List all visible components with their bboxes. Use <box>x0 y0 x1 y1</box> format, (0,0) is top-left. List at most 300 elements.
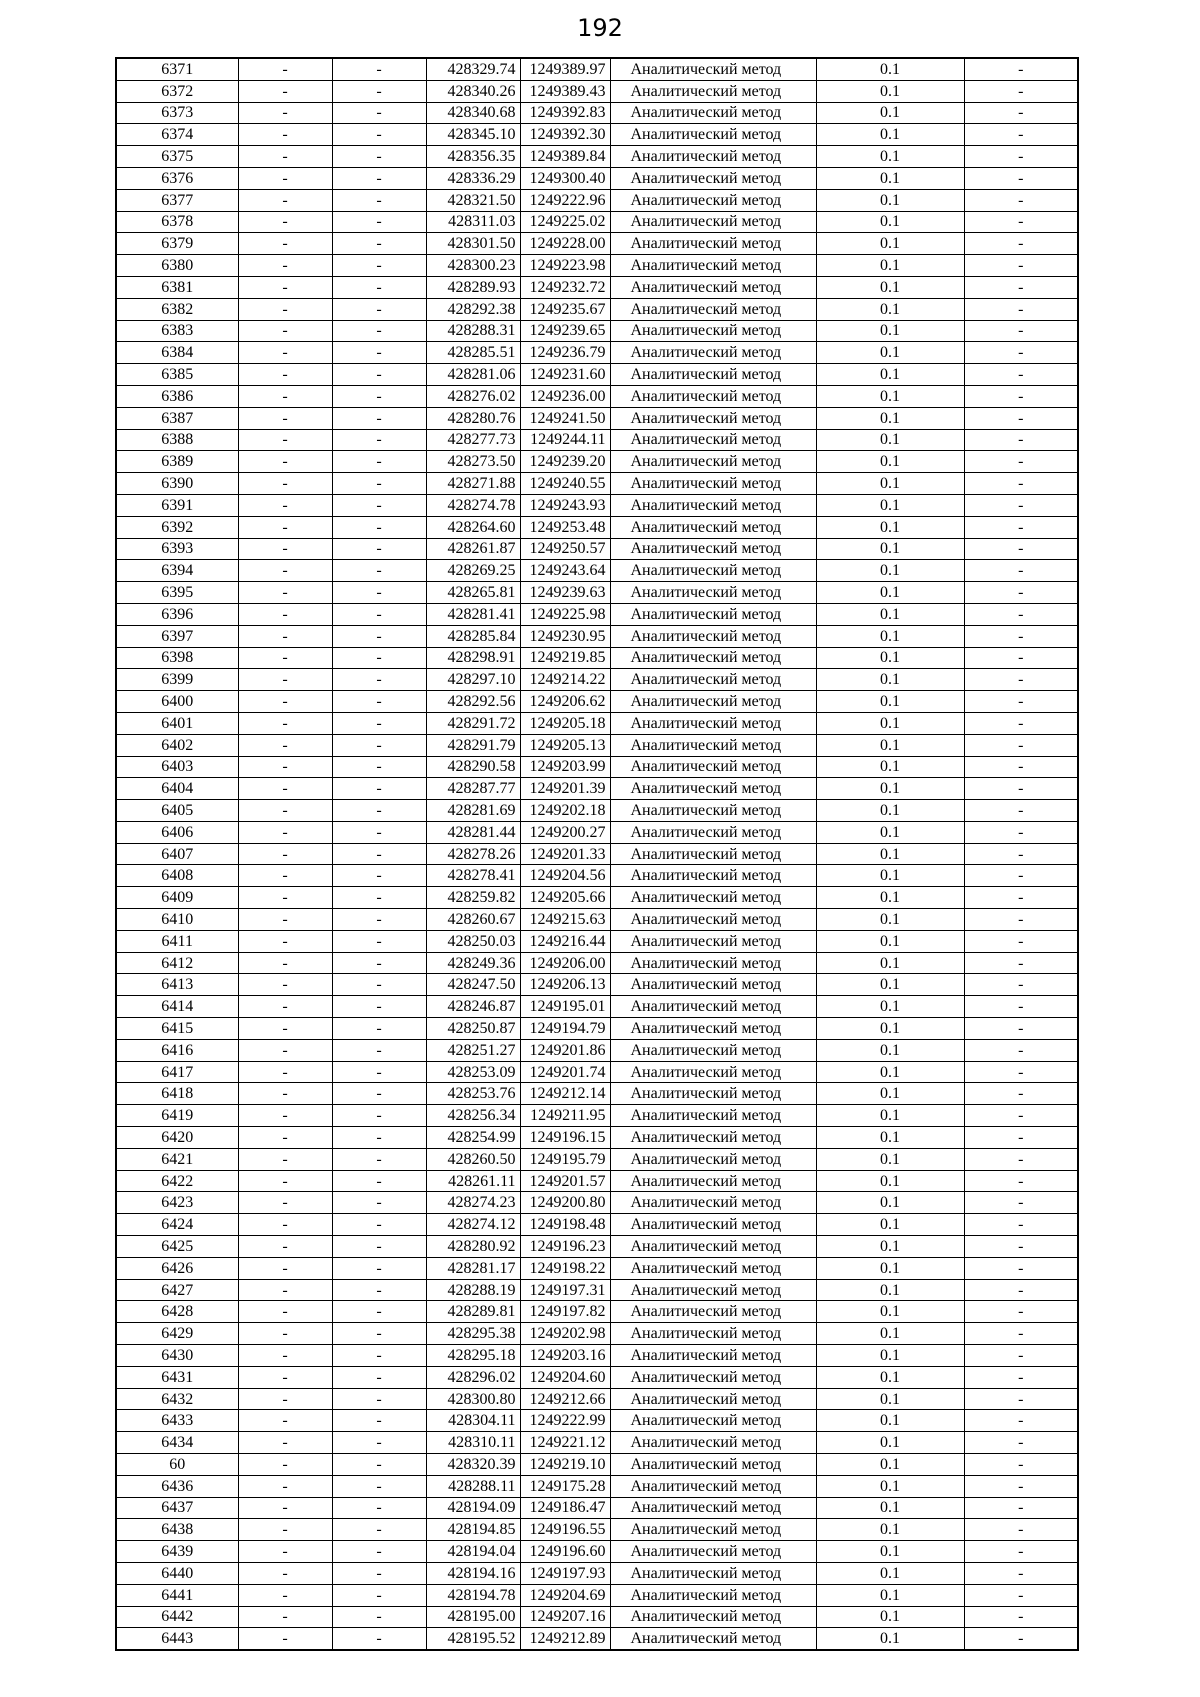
table-row <box>116 1454 1078 1476</box>
method-cell: Аналитический метод <box>610 582 816 604</box>
dash-cell-1: - <box>238 843 332 865</box>
dash-cell-1: - <box>238 102 332 124</box>
y-coordinate-cell: 1249250.57 <box>520 538 610 560</box>
dash-cell-2: - <box>332 1345 426 1367</box>
table-row <box>116 1628 1078 1650</box>
accuracy-cell: 0.1 <box>816 429 964 451</box>
table-row <box>116 756 1078 778</box>
y-coordinate-cell: 1249198.48 <box>520 1214 610 1236</box>
table-row <box>116 1345 1078 1367</box>
y-coordinate-cell: 1249219.10 <box>520 1454 610 1476</box>
dash-cell-3: - <box>964 821 1078 843</box>
x-coordinate-cell: 428247.50 <box>426 974 520 996</box>
method-cell: Аналитический метод <box>610 843 816 865</box>
table-row <box>116 734 1078 756</box>
x-coordinate-cell: 428280.76 <box>426 407 520 429</box>
dash-cell-1: - <box>238 124 332 146</box>
dash-cell-3: - <box>964 1214 1078 1236</box>
accuracy-cell: 0.1 <box>816 952 964 974</box>
table-row <box>116 1018 1078 1040</box>
y-coordinate-cell: 1249201.74 <box>520 1061 610 1083</box>
y-coordinate-cell: 1249392.83 <box>520 102 610 124</box>
accuracy-cell: 0.1 <box>816 691 964 713</box>
point-number-cell: 6411 <box>116 930 238 952</box>
method-cell: Аналитический метод <box>610 1345 816 1367</box>
dash-cell-3: - <box>964 320 1078 342</box>
point-number-cell: 6431 <box>116 1366 238 1388</box>
accuracy-cell: 0.1 <box>816 1083 964 1105</box>
dash-cell-1: - <box>238 647 332 669</box>
dash-cell-3: - <box>964 1454 1078 1476</box>
y-coordinate-cell: 1249214.22 <box>520 669 610 691</box>
table-row <box>116 407 1078 429</box>
method-cell: Аналитический метод <box>610 1541 816 1563</box>
point-number-cell: 6415 <box>116 1018 238 1040</box>
dash-cell-1: - <box>238 1410 332 1432</box>
x-coordinate-cell: 428195.52 <box>426 1628 520 1650</box>
x-coordinate-cell: 428246.87 <box>426 996 520 1018</box>
dash-cell-3: - <box>964 298 1078 320</box>
y-coordinate-cell: 1249205.66 <box>520 887 610 909</box>
dash-cell-2: - <box>332 58 426 80</box>
point-number-cell: 6441 <box>116 1584 238 1606</box>
accuracy-cell: 0.1 <box>816 255 964 277</box>
dash-cell-3: - <box>964 1018 1078 1040</box>
point-number-cell: 6436 <box>116 1475 238 1497</box>
table-row <box>116 1323 1078 1345</box>
dash-cell-3: - <box>964 146 1078 168</box>
dash-cell-2: - <box>332 1105 426 1127</box>
accuracy-cell: 0.1 <box>816 1497 964 1519</box>
accuracy-cell: 0.1 <box>816 167 964 189</box>
y-coordinate-cell: 1249197.31 <box>520 1279 610 1301</box>
dash-cell-2: - <box>332 1366 426 1388</box>
y-coordinate-cell: 1249222.96 <box>520 189 610 211</box>
method-cell: Аналитический метод <box>610 320 816 342</box>
x-coordinate-cell: 428259.82 <box>426 887 520 909</box>
dash-cell-2: - <box>332 952 426 974</box>
dash-cell-2: - <box>332 538 426 560</box>
y-coordinate-cell: 1249201.57 <box>520 1170 610 1192</box>
y-coordinate-cell: 1249201.33 <box>520 843 610 865</box>
table-row <box>116 821 1078 843</box>
dash-cell-1: - <box>238 80 332 102</box>
point-number-cell: 6434 <box>116 1432 238 1454</box>
table-row <box>116 691 1078 713</box>
dash-cell-2: - <box>332 276 426 298</box>
table-row <box>116 255 1078 277</box>
method-cell: Аналитический метод <box>610 1519 816 1541</box>
x-coordinate-cell: 428340.68 <box>426 102 520 124</box>
point-number-cell: 6376 <box>116 167 238 189</box>
dash-cell-2: - <box>332 320 426 342</box>
dash-cell-3: - <box>964 1366 1078 1388</box>
dash-cell-3: - <box>964 1541 1078 1563</box>
method-cell: Аналитический метод <box>610 1214 816 1236</box>
dash-cell-3: - <box>964 1105 1078 1127</box>
dash-cell-1: - <box>238 734 332 756</box>
y-coordinate-cell: 1249212.66 <box>520 1388 610 1410</box>
dash-cell-1: - <box>238 1039 332 1061</box>
accuracy-cell: 0.1 <box>816 320 964 342</box>
x-coordinate-cell: 428289.81 <box>426 1301 520 1323</box>
dash-cell-3: - <box>964 1432 1078 1454</box>
method-cell: Аналитический метод <box>610 146 816 168</box>
dash-cell-3: - <box>964 1039 1078 1061</box>
dash-cell-1: - <box>238 429 332 451</box>
y-coordinate-cell: 1249239.63 <box>520 582 610 604</box>
dash-cell-1: - <box>238 167 332 189</box>
dash-cell-1: - <box>238 473 332 495</box>
accuracy-cell: 0.1 <box>816 385 964 407</box>
method-cell: Аналитический метод <box>610 974 816 996</box>
y-coordinate-cell: 1249204.56 <box>520 865 610 887</box>
method-cell: Аналитический метод <box>610 1105 816 1127</box>
accuracy-cell: 0.1 <box>816 1148 964 1170</box>
method-cell: Аналитический метод <box>610 691 816 713</box>
y-coordinate-cell: 1249225.02 <box>520 211 610 233</box>
dash-cell-2: - <box>332 778 426 800</box>
dash-cell-1: - <box>238 756 332 778</box>
point-number-cell: 6385 <box>116 364 238 386</box>
point-number-cell: 6400 <box>116 691 238 713</box>
accuracy-cell: 0.1 <box>816 582 964 604</box>
x-coordinate-cell: 428296.02 <box>426 1366 520 1388</box>
dash-cell-2: - <box>332 887 426 909</box>
method-cell: Аналитический метод <box>610 1170 816 1192</box>
point-number-cell: 6410 <box>116 909 238 931</box>
dash-cell-3: - <box>964 778 1078 800</box>
y-coordinate-cell: 1249244.11 <box>520 429 610 451</box>
dash-cell-3: - <box>964 930 1078 952</box>
y-coordinate-cell: 1249239.20 <box>520 451 610 473</box>
table-row <box>116 211 1078 233</box>
table-row <box>116 451 1078 473</box>
y-coordinate-cell: 1249200.27 <box>520 821 610 843</box>
table-row <box>116 712 1078 734</box>
method-cell: Аналитический метод <box>610 1257 816 1279</box>
method-cell: Аналитический метод <box>610 669 816 691</box>
x-coordinate-cell: 428253.76 <box>426 1083 520 1105</box>
y-coordinate-cell: 1249389.97 <box>520 58 610 80</box>
x-coordinate-cell: 428285.51 <box>426 342 520 364</box>
accuracy-cell: 0.1 <box>816 669 964 691</box>
y-coordinate-cell: 1249198.22 <box>520 1257 610 1279</box>
dash-cell-2: - <box>332 80 426 102</box>
accuracy-cell: 0.1 <box>816 1039 964 1061</box>
table-row <box>116 189 1078 211</box>
point-number-cell: 6380 <box>116 255 238 277</box>
dash-cell-1: - <box>238 712 332 734</box>
dash-cell-2: - <box>332 843 426 865</box>
point-number-cell: 6413 <box>116 974 238 996</box>
dash-cell-3: - <box>964 1257 1078 1279</box>
dash-cell-2: - <box>332 429 426 451</box>
y-coordinate-cell: 1249222.99 <box>520 1410 610 1432</box>
y-coordinate-cell: 1249243.93 <box>520 494 610 516</box>
y-coordinate-cell: 1249202.18 <box>520 800 610 822</box>
point-number-cell: 6417 <box>116 1061 238 1083</box>
method-cell: Аналитический метод <box>610 778 816 800</box>
method-cell: Аналитический метод <box>610 1192 816 1214</box>
dash-cell-2: - <box>332 211 426 233</box>
method-cell: Аналитический метод <box>610 167 816 189</box>
table-row <box>116 1127 1078 1149</box>
method-cell: Аналитический метод <box>610 233 816 255</box>
dash-cell-3: - <box>964 1519 1078 1541</box>
dash-cell-2: - <box>332 1279 426 1301</box>
dash-cell-2: - <box>332 1562 426 1584</box>
x-coordinate-cell: 428277.73 <box>426 429 520 451</box>
point-number-cell: 6405 <box>116 800 238 822</box>
table-body <box>116 58 1078 1650</box>
point-number-cell: 6393 <box>116 538 238 560</box>
dash-cell-1: - <box>238 1541 332 1563</box>
accuracy-cell: 0.1 <box>816 647 964 669</box>
x-coordinate-cell: 428249.36 <box>426 952 520 974</box>
y-coordinate-cell: 1249186.47 <box>520 1497 610 1519</box>
accuracy-cell: 0.1 <box>816 1541 964 1563</box>
x-coordinate-cell: 428278.26 <box>426 843 520 865</box>
y-coordinate-cell: 1249204.69 <box>520 1584 610 1606</box>
dash-cell-2: - <box>332 364 426 386</box>
dash-cell-3: - <box>964 1170 1078 1192</box>
dash-cell-3: - <box>964 58 1078 80</box>
dash-cell-2: - <box>332 1323 426 1345</box>
table-row <box>116 1606 1078 1628</box>
table-row <box>116 385 1078 407</box>
dash-cell-1: - <box>238 582 332 604</box>
method-cell: Аналитический метод <box>610 1061 816 1083</box>
method-cell: Аналитический метод <box>610 255 816 277</box>
y-coordinate-cell: 1249212.89 <box>520 1628 610 1650</box>
x-coordinate-cell: 428278.41 <box>426 865 520 887</box>
method-cell: Аналитический метод <box>610 647 816 669</box>
accuracy-cell: 0.1 <box>816 1018 964 1040</box>
table-row <box>116 625 1078 647</box>
y-coordinate-cell: 1249196.55 <box>520 1519 610 1541</box>
dash-cell-2: - <box>332 1454 426 1476</box>
dash-cell-1: - <box>238 276 332 298</box>
point-number-cell: 6428 <box>116 1301 238 1323</box>
x-coordinate-cell: 428336.29 <box>426 167 520 189</box>
dash-cell-3: - <box>964 909 1078 931</box>
dash-cell-2: - <box>332 473 426 495</box>
x-coordinate-cell: 428292.38 <box>426 298 520 320</box>
x-coordinate-cell: 428261.11 <box>426 1170 520 1192</box>
dash-cell-2: - <box>332 1039 426 1061</box>
y-coordinate-cell: 1249215.63 <box>520 909 610 931</box>
accuracy-cell: 0.1 <box>816 1475 964 1497</box>
dash-cell-3: - <box>964 1497 1078 1519</box>
dash-cell-2: - <box>332 800 426 822</box>
point-number-cell: 6388 <box>116 429 238 451</box>
accuracy-cell: 0.1 <box>816 124 964 146</box>
dash-cell-1: - <box>238 887 332 909</box>
y-coordinate-cell: 1249212.14 <box>520 1083 610 1105</box>
point-number-cell: 6442 <box>116 1606 238 1628</box>
point-number-cell: 6390 <box>116 473 238 495</box>
y-coordinate-cell: 1249206.62 <box>520 691 610 713</box>
dash-cell-3: - <box>964 538 1078 560</box>
y-coordinate-cell: 1249223.98 <box>520 255 610 277</box>
dash-cell-2: - <box>332 909 426 931</box>
table-row <box>116 276 1078 298</box>
point-number-cell: 6402 <box>116 734 238 756</box>
x-coordinate-cell: 428194.85 <box>426 1519 520 1541</box>
dash-cell-2: - <box>332 996 426 1018</box>
point-number-cell: 6432 <box>116 1388 238 1410</box>
dash-cell-1: - <box>238 1606 332 1628</box>
dash-cell-3: - <box>964 342 1078 364</box>
method-cell: Аналитический метод <box>610 1562 816 1584</box>
x-coordinate-cell: 428320.39 <box>426 1454 520 1476</box>
dash-cell-1: - <box>238 1628 332 1650</box>
point-number-cell: 6423 <box>116 1192 238 1214</box>
table-row <box>116 1148 1078 1170</box>
accuracy-cell: 0.1 <box>816 1214 964 1236</box>
x-coordinate-cell: 428288.31 <box>426 320 520 342</box>
point-number-cell: 6381 <box>116 276 238 298</box>
dash-cell-1: - <box>238 691 332 713</box>
dash-cell-1: - <box>238 1497 332 1519</box>
x-coordinate-cell: 428194.09 <box>426 1497 520 1519</box>
dash-cell-2: - <box>332 1214 426 1236</box>
x-coordinate-cell: 428261.87 <box>426 538 520 560</box>
dash-cell-2: - <box>332 451 426 473</box>
y-coordinate-cell: 1249200.80 <box>520 1192 610 1214</box>
accuracy-cell: 0.1 <box>816 407 964 429</box>
method-cell: Аналитический метод <box>610 189 816 211</box>
accuracy-cell: 0.1 <box>816 712 964 734</box>
accuracy-cell: 0.1 <box>816 342 964 364</box>
table-row <box>116 1170 1078 1192</box>
dash-cell-2: - <box>332 603 426 625</box>
x-coordinate-cell: 428274.23 <box>426 1192 520 1214</box>
x-coordinate-cell: 428271.88 <box>426 473 520 495</box>
dash-cell-1: - <box>238 1257 332 1279</box>
accuracy-cell: 0.1 <box>816 364 964 386</box>
y-coordinate-cell: 1249236.00 <box>520 385 610 407</box>
x-coordinate-cell: 428285.84 <box>426 625 520 647</box>
method-cell: Аналитический метод <box>610 1584 816 1606</box>
point-number-cell: 6396 <box>116 603 238 625</box>
table-row <box>116 800 1078 822</box>
dash-cell-1: - <box>238 189 332 211</box>
dash-cell-2: - <box>332 233 426 255</box>
x-coordinate-cell: 428295.38 <box>426 1323 520 1345</box>
method-cell: Аналитический метод <box>610 1410 816 1432</box>
dash-cell-2: - <box>332 1410 426 1432</box>
y-coordinate-cell: 1249194.79 <box>520 1018 610 1040</box>
x-coordinate-cell: 428289.93 <box>426 276 520 298</box>
table-row <box>116 80 1078 102</box>
dash-cell-3: - <box>964 1475 1078 1497</box>
dash-cell-2: - <box>332 865 426 887</box>
method-cell: Аналитический метод <box>610 385 816 407</box>
accuracy-cell: 0.1 <box>816 80 964 102</box>
accuracy-cell: 0.1 <box>816 494 964 516</box>
accuracy-cell: 0.1 <box>816 102 964 124</box>
point-number-cell: 6412 <box>116 952 238 974</box>
x-coordinate-cell: 428274.78 <box>426 494 520 516</box>
accuracy-cell: 0.1 <box>816 1388 964 1410</box>
method-cell: Аналитический метод <box>610 996 816 1018</box>
dash-cell-2: - <box>332 1192 426 1214</box>
accuracy-cell: 0.1 <box>816 146 964 168</box>
method-cell: Аналитический метод <box>610 603 816 625</box>
dash-cell-3: - <box>964 1410 1078 1432</box>
dash-cell-2: - <box>332 1432 426 1454</box>
dash-cell-1: - <box>238 560 332 582</box>
dash-cell-2: - <box>332 1628 426 1650</box>
accuracy-cell: 0.1 <box>816 909 964 931</box>
table-row <box>116 102 1078 124</box>
x-coordinate-cell: 428295.18 <box>426 1345 520 1367</box>
method-cell: Аналитический метод <box>610 625 816 647</box>
table-row <box>116 865 1078 887</box>
method-cell: Аналитический метод <box>610 1432 816 1454</box>
table-row <box>116 1388 1078 1410</box>
dash-cell-3: - <box>964 429 1078 451</box>
y-coordinate-cell: 1249206.13 <box>520 974 610 996</box>
point-number-cell: 6373 <box>116 102 238 124</box>
dash-cell-2: - <box>332 1236 426 1258</box>
accuracy-cell: 0.1 <box>816 1127 964 1149</box>
dash-cell-3: - <box>964 233 1078 255</box>
point-number-cell: 6440 <box>116 1562 238 1584</box>
dash-cell-2: - <box>332 102 426 124</box>
point-number-cell: 6395 <box>116 582 238 604</box>
method-cell: Аналитический метод <box>610 712 816 734</box>
point-number-cell: 6426 <box>116 1257 238 1279</box>
x-coordinate-cell: 428281.69 <box>426 800 520 822</box>
method-cell: Аналитический метод <box>610 1366 816 1388</box>
point-number-cell: 6438 <box>116 1519 238 1541</box>
point-number-cell: 6408 <box>116 865 238 887</box>
dash-cell-3: - <box>964 167 1078 189</box>
dash-cell-2: - <box>332 756 426 778</box>
dash-cell-3: - <box>964 255 1078 277</box>
point-number-cell: 6422 <box>116 1170 238 1192</box>
table-row <box>116 298 1078 320</box>
table-row <box>116 1039 1078 1061</box>
dash-cell-2: - <box>332 930 426 952</box>
x-coordinate-cell: 428194.16 <box>426 1562 520 1584</box>
y-coordinate-cell: 1249204.60 <box>520 1366 610 1388</box>
point-number-cell: 6421 <box>116 1148 238 1170</box>
y-coordinate-cell: 1249207.16 <box>520 1606 610 1628</box>
method-cell: Аналитический метод <box>610 930 816 952</box>
table-row <box>116 647 1078 669</box>
dash-cell-1: - <box>238 1345 332 1367</box>
table-row <box>116 494 1078 516</box>
accuracy-cell: 0.1 <box>816 625 964 647</box>
dash-cell-2: - <box>332 974 426 996</box>
point-number-cell: 6437 <box>116 1497 238 1519</box>
x-coordinate-cell: 428304.11 <box>426 1410 520 1432</box>
point-number-cell: 6378 <box>116 211 238 233</box>
accuracy-cell: 0.1 <box>816 1257 964 1279</box>
point-number-cell: 6416 <box>116 1039 238 1061</box>
y-coordinate-cell: 1249206.00 <box>520 952 610 974</box>
accuracy-cell: 0.1 <box>816 778 964 800</box>
accuracy-cell: 0.1 <box>816 1366 964 1388</box>
dash-cell-3: - <box>964 102 1078 124</box>
point-number-cell: 6394 <box>116 560 238 582</box>
y-coordinate-cell: 1249389.43 <box>520 80 610 102</box>
point-number-cell: 6419 <box>116 1105 238 1127</box>
